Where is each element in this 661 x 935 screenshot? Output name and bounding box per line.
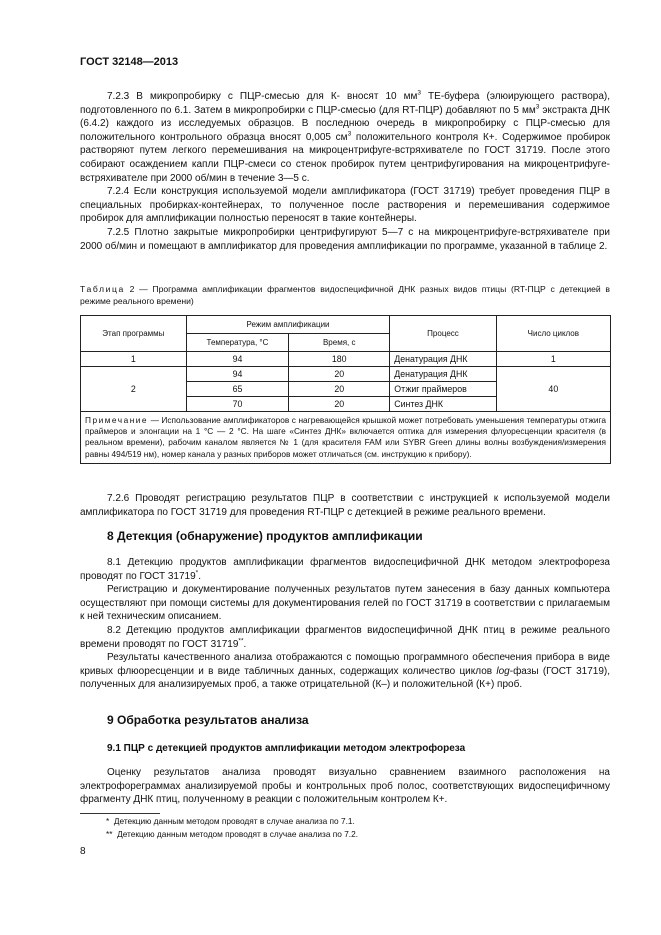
header-cycles: Число циклов bbox=[496, 316, 610, 352]
header-mode: Режим амплификации bbox=[186, 316, 390, 334]
section-8-body bbox=[80, 556, 610, 692]
table-note-row bbox=[81, 412, 611, 464]
paragraph-8-2-results: Результаты качественного анализа отображаются с помощью программного обеспечения прибора в виде кривых флюоресценции и в виде табличных данных, содержащих количество циклов log-фазы (ГОСТ 31719), полученных для анализируемых проб, а также отрицательной (К–) и положительной (К+) проб. bbox=[80, 652, 610, 691]
document-code-header: ГОСТ 32148—2013 bbox=[80, 56, 179, 68]
table-header-row bbox=[81, 316, 611, 334]
paragraph-7-2-6: 7.2.6 Проводят регистрацию результатов ПЦР в соответствии с инструкцией к используемой модели амплификатора по ГОСТ 31719 для проведения RT-ПЦР с детекцией в режиме реального времени. bbox=[80, 493, 610, 518]
paragraph-7-2-5: 7.2.5 Плотно закрытые микропробирки центрифугируют 5—7 с на микроцентрифуге-встряхивателе при 2000 об/мин и помещают в амплификатор для проведения амплификации по программе, указанной в таблице 2. bbox=[80, 226, 610, 252]
paragraph-8-1-registration: Регистрацию и документирование полученных результатов путем занесения в базу данных компьютера осуществляют при помощи системы для документирования гелей по ГОСТ 31719 в соответствии с прилагаемым к ней техническим описанием. bbox=[80, 584, 610, 623]
table2-caption: Таблица 2 — Программа амплификации фрагментов видоспецифичной ДНК разных видов птицы (RT-ПЦР с детекцией в режиме реального времени) bbox=[80, 284, 610, 306]
table-row: 65 20 Отжиг праймеров bbox=[81, 382, 611, 397]
amplification-program-table bbox=[80, 315, 611, 464]
section-8-title: 8 Детекция (обнаружение) продуктов амплификации bbox=[107, 529, 423, 543]
subsection-9-1-title: 9.1 ПЦР с детекцией продуктов амплификации методом электрофореза bbox=[107, 743, 466, 754]
paragraph-7-2-4: 7.2.4 Если конструкция используемой модели амплификатора (ГОСТ 31719) требует проведения ПЦР в специальных пробирках-контейнерах, то полученное после растворения и перемешивания содержимое пробирок для амплификации полностью переносят в такие контейнеры. bbox=[80, 186, 610, 225]
paragraph-7-2-3: 7.2.3 В микропробирку с ПЦР-смесью для К- вносят 10 $мм^3$ ТЕ-буфера (элюирующего раствора), подготовленного по 6.1. Затем в микропробирки с ПЦР-смесью (для RT-ПЦР) добавляют по 5 $мм^3$ экстракта ДНК (6.4.2) каждого из исследуемых образцов. В последнюю очередь в микропробирку с ПЦР-смесью для положительного контрольного образца вносят 0,005 $см^3$ положительного контроля К+. Содержимое пробирок растворяют путем легкого перемешивания на микроцентрифуге-встряхивателе по ГОСТ 31719. После этого собирают осаждением капли ПЦР-смеси со стенок пробирок путем центрифугирования на микроцентрифуге-встряхивателе при 2000 об/мин в течение 3—5 с. bbox=[80, 89, 611, 184]
section-9-body bbox=[80, 766, 610, 807]
footnote-2: ** Детекцию данным методом проводят в случае анализа по 7.2. bbox=[106, 829, 359, 839]
footnote-1: * Детекцию данным методом проводят в случае анализа по 7.1. bbox=[106, 816, 355, 826]
table-row: 1 94 180 Денатурация ДНК 1 bbox=[81, 352, 611, 367]
table-note: Примечание — Использование амплификаторов с нагревающейся крышкой может потребовать уменьшения температуры отжига праймеров и элонгации на 1 °С — 2 °С. На шаге «Синтез ДНК» включается оптика для измерения флуоресценции красителя (в реальном времени), рабочим каналом является № 1 (для красителя FAM или SYBR Green длины волны возбуждения/измерения равны 494/519 нм), номер канала у разных приборов может отличаться (см. инструкцию к прибору). bbox=[81, 412, 611, 464]
table-row: 2 94 20 Денатурация ДНК 40 bbox=[81, 367, 611, 382]
table-row: 70 20 Синтез ДНК bbox=[81, 397, 611, 412]
page-number: 8 bbox=[80, 846, 86, 857]
header-process: Процесс bbox=[390, 316, 496, 352]
paragraph-7-2-6-block bbox=[80, 492, 610, 519]
paragraph-9-1: Оценку результатов анализа проводят визуально сравнением взаимного расположения на электрофореграммах анализируемой пробы и контрольных проб полос, соответствующих видоспецифичному фрагменту ДНК птиц, полученному в реакции с положительным контролем К+. bbox=[80, 767, 610, 806]
header-time: Время, с bbox=[289, 334, 390, 352]
paragraphs-7-2-3-to-7-2-5 bbox=[80, 90, 610, 253]
section-9-title: 9 Обработка результатов анализа bbox=[107, 713, 309, 727]
header-temperature: Температура, °С bbox=[186, 334, 288, 352]
footnote-separator bbox=[80, 813, 160, 814]
paragraph-8-1: 8.1 Детекцию продуктов амплификации фрагментов видоспецифичной ДНК методом электрофореза проводят по ГОСТ 31719*. bbox=[80, 557, 610, 582]
header-stage: Этап программы bbox=[81, 316, 187, 352]
paragraph-8-2: 8.2 Детекцию продуктов амплификации фрагментов видоспецифичной ДНК птиц в режиме реального времени проводят по ГОСТ 31719**. bbox=[80, 624, 610, 650]
